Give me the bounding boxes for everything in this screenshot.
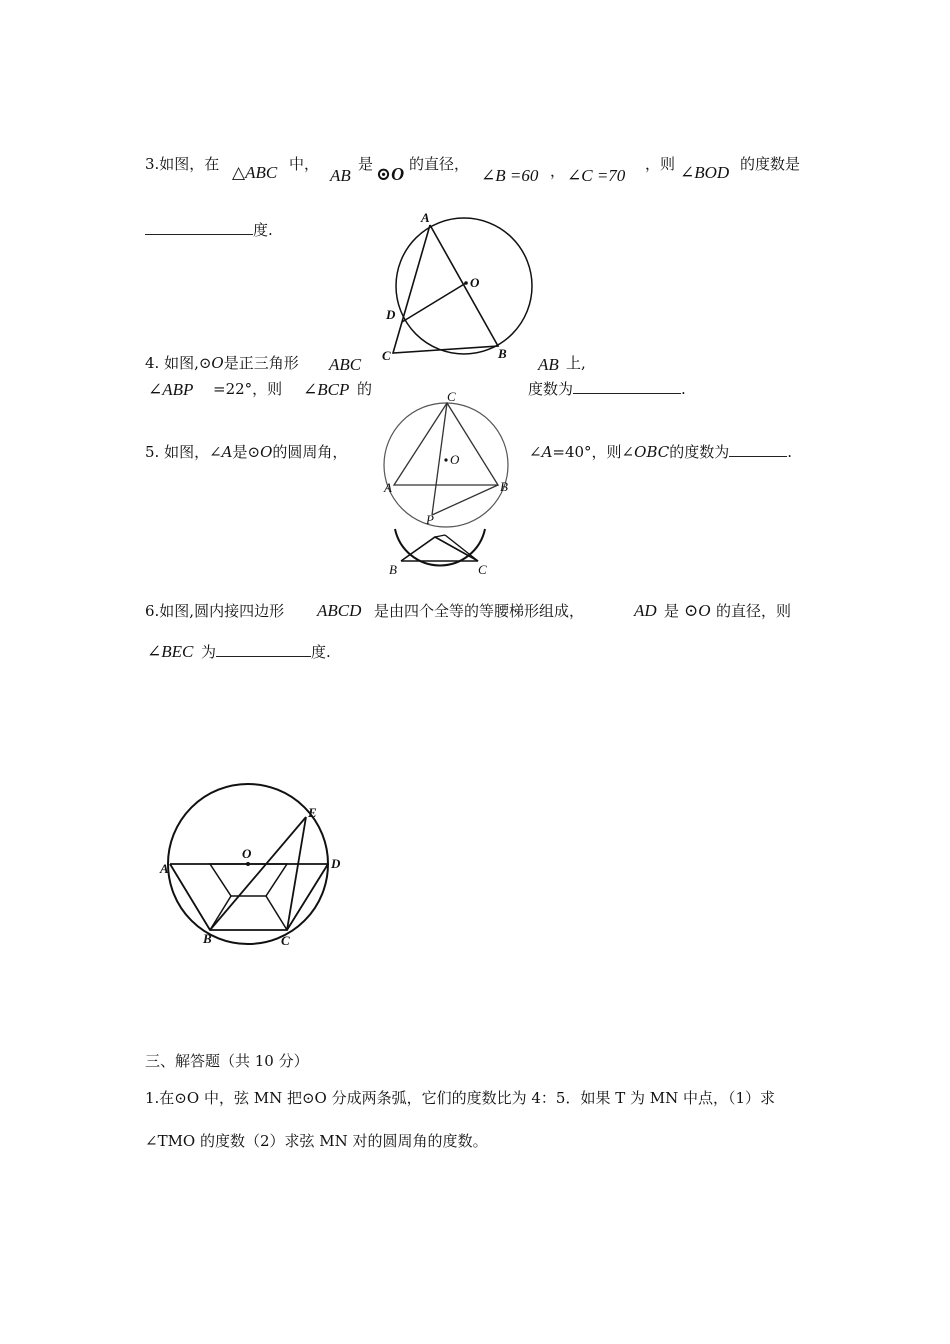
q4-triangle: ABC bbox=[329, 355, 362, 374]
q5-line1 bbox=[145, 441, 347, 462]
q5-blank bbox=[729, 455, 787, 457]
q5-a: A bbox=[221, 443, 233, 461]
q4-angle-abp: ∠ABP bbox=[148, 380, 194, 399]
q4-value: =22°，则 bbox=[213, 380, 283, 398]
q3-segment-ab: AB bbox=[330, 166, 351, 185]
fig2-label-c: C bbox=[447, 389, 456, 404]
q3-comma: ， bbox=[550, 162, 566, 180]
q5-angle-a: ∠A bbox=[529, 443, 553, 461]
q3-shi: 是 bbox=[358, 155, 374, 173]
q4-o: O bbox=[211, 354, 224, 372]
q3-circle-o: ⊙O bbox=[376, 164, 405, 184]
q4-prefix: 4. 如图,⊙ bbox=[145, 354, 212, 372]
q3-angle-b: ∠B =60 bbox=[481, 166, 539, 185]
q6-quad: ABCD bbox=[317, 601, 362, 620]
fig4-label-d: D bbox=[331, 856, 341, 871]
q3-zh: 中， bbox=[289, 155, 320, 173]
q5-degree: 的度数为 bbox=[669, 443, 730, 461]
q6-angle-bec: ∠BEC bbox=[147, 642, 194, 661]
q3-triangle: △ABC bbox=[232, 163, 278, 182]
section-title: 三、解答题（共 10 分） bbox=[145, 1052, 309, 1070]
q3-unit: 度. bbox=[253, 221, 273, 239]
q4-on: 上, bbox=[566, 354, 586, 372]
q5-end: . bbox=[787, 443, 793, 461]
q4-mid: 是正三角形 bbox=[223, 354, 299, 372]
q4-angle-bcp: ∠BCP bbox=[303, 380, 350, 399]
q6-line1 bbox=[145, 600, 284, 621]
problem1-line1: 1.在⊙O 中，弦 MN 把⊙O 分成两条弧，它们的度数比为 4：5．如果 T 为 MN 中点，（1）求 bbox=[145, 1089, 776, 1107]
q3-prefix: 3.如图，在 bbox=[145, 155, 220, 173]
fig2-label-p: P bbox=[426, 512, 434, 527]
fig4-label-o: O bbox=[242, 846, 252, 861]
fig3-label-c: C bbox=[478, 562, 487, 577]
fig1-label-d: D bbox=[386, 307, 396, 322]
q3-tail: 的度数是 bbox=[740, 155, 801, 173]
q3-then: ，则 bbox=[645, 155, 676, 173]
q5-value: =40°，则∠ bbox=[552, 443, 635, 461]
fig1-label-o: O bbox=[470, 275, 480, 290]
q6-mid: 是由四个全等的等腰梯形组成， bbox=[374, 602, 585, 620]
q3-answer-line bbox=[145, 219, 273, 240]
q3-line1 bbox=[145, 153, 219, 174]
q6-answer-line bbox=[201, 641, 331, 662]
fig3-label-b: B bbox=[389, 562, 397, 577]
q5-obc: OBC bbox=[634, 443, 670, 461]
q6-wei: 为 bbox=[201, 643, 217, 661]
q5-prefix: 5. 如图，∠ bbox=[145, 443, 222, 461]
fig2-label-b: B bbox=[500, 479, 508, 494]
q5-tail: 的圆周角， bbox=[272, 443, 348, 461]
q3-diameter: 的直径， bbox=[409, 155, 470, 173]
q4-segment-ab: AB bbox=[538, 355, 559, 374]
q4-blank bbox=[573, 392, 681, 394]
q4-degree: 度数为 bbox=[528, 380, 574, 398]
figure-trapezoid-quadrilateral bbox=[160, 775, 360, 955]
fig1-label-b: B bbox=[498, 346, 507, 361]
fig1-label-c: C bbox=[382, 348, 391, 363]
figure-inscribed-triangle bbox=[380, 390, 520, 530]
fig1-label-a: A bbox=[421, 210, 430, 225]
q5-mid: 是⊙ bbox=[232, 443, 261, 461]
fig2-label-o: O bbox=[450, 452, 460, 467]
fig4-label-e: E bbox=[308, 805, 317, 820]
q5-line2 bbox=[529, 441, 792, 462]
q6-diam: 的直径，则 bbox=[716, 602, 792, 620]
fig2-label-a: A bbox=[384, 480, 392, 495]
q3-angle-c: ∠C =70 bbox=[567, 166, 626, 185]
q3-blank bbox=[145, 233, 253, 235]
q4-de: 的 bbox=[357, 380, 373, 398]
figure-triangle-circle bbox=[378, 208, 538, 368]
q6-shi: 是 bbox=[664, 602, 680, 620]
fig4-label-b: B bbox=[203, 931, 212, 946]
q3-angle-bod: ∠BOD bbox=[680, 163, 730, 182]
problem1-line2: ∠TMO 的度数（2）求弦 MN 对的圆周角的度数。 bbox=[145, 1132, 488, 1150]
q6-blank bbox=[216, 655, 311, 657]
q6-segment-ad: AD bbox=[634, 601, 657, 620]
fig4-label-a: A bbox=[160, 861, 169, 876]
q6-unit: 度. bbox=[311, 643, 331, 661]
q4-end: . bbox=[681, 380, 686, 398]
figure-partial-circle bbox=[385, 525, 495, 580]
q6-circle-o: ⊙O bbox=[684, 601, 711, 620]
fig4-label-c: C bbox=[281, 933, 290, 948]
q4-degree-line bbox=[528, 378, 686, 399]
q6-prefix: 6.如图,圆内接四边形 bbox=[145, 602, 285, 620]
q4-line1 bbox=[145, 352, 299, 373]
q5-o: O bbox=[260, 443, 273, 461]
